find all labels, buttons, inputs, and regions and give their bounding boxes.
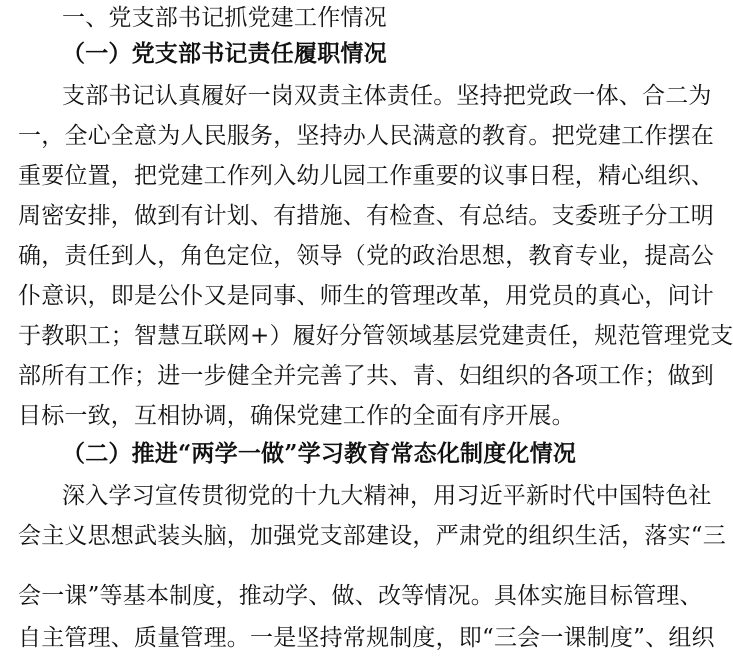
paragraph-line: 仆意识，即是公仆又是同事、师生的管理改革，用党员的真心，问计: [18, 283, 714, 309]
paragraph-line: 确，责任到人，角色定位，领导（党的政治思想，教育专业，提高公: [18, 243, 714, 269]
paragraph-line: 目标一致，互相协调，确保党建工作的全面有序开展。: [18, 403, 575, 429]
paragraph-line: 周密安排，做到有计划、有措施、有检查、有总结。支委班子分工明: [18, 203, 714, 229]
paragraph-line: 会一课”等基本制度，推动学、做、改等情况。具体实施目标管理、: [18, 583, 703, 609]
paragraph-line: 重要位置，把党建工作列入幼儿园工作重要的议事日程，精心组织、: [18, 163, 714, 189]
paragraph-line: 深入学习宣传贯彻党的十九大精神，用习近平新时代中国特色社: [62, 483, 712, 509]
paragraph-line: 一，全心全意为人民服务，坚持办人民满意的教育。把党建工作摆在: [18, 123, 714, 149]
paragraph-line: 部所有工作；进一步健全并完善了共、青、妇组织的各项工作；做到: [18, 363, 714, 389]
paragraph-line: 会主义思想武装头脑，加强党支部建设，严肃党的组织生活，落实“三: [18, 523, 726, 549]
paragraph-line: 支部书记认真履好一岗双责主体责任。坚持把党政一体、合二为: [62, 83, 712, 109]
section-heading: 一、党支部书记抓党建工作情况: [62, 5, 387, 31]
subsection-2-heading: （二）推进“两学一做”学习教育常态化制度化情况: [62, 440, 577, 467]
subsection-1-heading: （一）党支部书记责任履职情况: [62, 40, 387, 67]
paragraph-line: 于教职工；智慧互联网+）履好分管领域基层党建责任，规范管理党支: [18, 323, 733, 349]
paragraph-line: 自主管理、质量管理。一是坚持常规制度，即“三会一课制度”、组织: [18, 625, 715, 651]
